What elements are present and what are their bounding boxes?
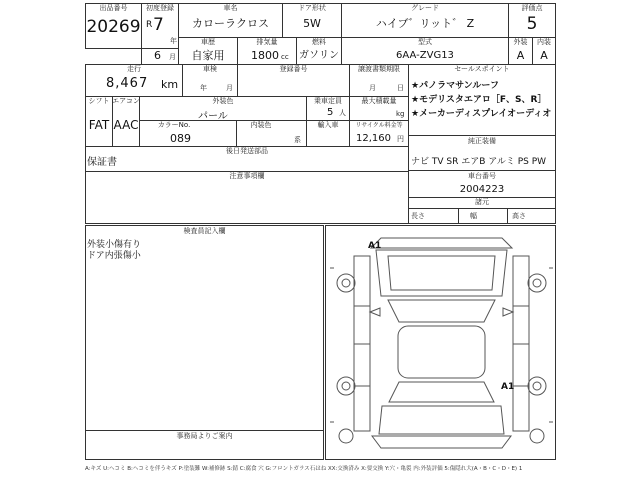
trunk bbox=[379, 406, 504, 434]
model-label: 型式 bbox=[418, 38, 432, 46]
recycle-expire-day: 日 bbox=[397, 84, 404, 92]
load-unit: kg bbox=[396, 110, 405, 118]
mileage-unit: km bbox=[161, 78, 179, 91]
model: 6AA-ZVG13 bbox=[396, 50, 454, 61]
shift: FAT bbox=[88, 118, 110, 132]
footer-legend: A:キズ U:ヘコミ B:ヘコミを伴うキズ P:塗装難 W:補修跡 S:錆 C:腐食 穴 G:フロントガラス石はね XX:交換済み X:要交換 Y:穴・亀裂 内:外装評価 5:傷隠れ大(A・B・C・D・E) 1 bbox=[85, 466, 523, 472]
spare-tire-right bbox=[530, 429, 544, 443]
shaken-label: 車検 bbox=[203, 65, 217, 73]
mileage: 8,467 bbox=[106, 77, 149, 91]
recycle-expire-month: 月 bbox=[369, 84, 376, 92]
hood-inner bbox=[388, 256, 495, 290]
notes-title: 注意事項欄 bbox=[229, 172, 265, 180]
car-diagram bbox=[325, 225, 556, 460]
car-name: カローラクロス bbox=[192, 17, 269, 30]
car-name-label: 車名 bbox=[223, 4, 238, 12]
ac: AAC bbox=[113, 118, 139, 132]
year: 7 bbox=[153, 15, 164, 35]
recycle-label: リサイクル料金等 bbox=[355, 122, 403, 129]
shift-label: シフト bbox=[88, 97, 110, 105]
displacement-unit: cc bbox=[281, 53, 289, 61]
color-label: 外装色 bbox=[212, 97, 234, 105]
hood bbox=[376, 250, 507, 296]
year-unit: 年 bbox=[170, 37, 177, 45]
load-label: 最大積載量 bbox=[361, 97, 397, 105]
month: 6 bbox=[154, 49, 161, 62]
first-reg-label: 初度登録 bbox=[146, 4, 174, 12]
usage: 自家用 bbox=[191, 49, 225, 62]
spare-tire bbox=[339, 429, 353, 443]
capacity-unit: 人 bbox=[339, 109, 346, 117]
mileage-label: 走行 bbox=[127, 65, 141, 73]
recycle-expire-label: 譲渡書類期限 bbox=[358, 65, 400, 73]
ac-label: エアコン bbox=[112, 97, 140, 105]
wheel-front-left bbox=[337, 274, 355, 292]
wheel-front-right bbox=[528, 274, 546, 292]
color-no-label: カラーNo. bbox=[157, 121, 191, 129]
interior-label: 内装 bbox=[537, 38, 551, 46]
equipment-title: 純正装備 bbox=[468, 137, 496, 145]
exterior-label: 外装 bbox=[513, 38, 528, 46]
parts-value: 保証書 bbox=[87, 157, 117, 168]
front-bumper bbox=[371, 238, 512, 248]
damage-marker-2: A1 bbox=[501, 382, 515, 392]
door: 5W bbox=[303, 17, 321, 30]
sales-point-2: ★モデリスタエアロ［F、S、R］ bbox=[411, 95, 547, 105]
score: 5 bbox=[526, 14, 538, 34]
capacity: 5 bbox=[327, 107, 334, 118]
month-unit: 月 bbox=[169, 53, 176, 61]
fuel: ガソリン bbox=[299, 50, 339, 61]
length-label: 長さ bbox=[411, 212, 425, 220]
wheel-rear-left bbox=[337, 377, 355, 395]
car-diagram-drawing bbox=[326, 226, 556, 460]
score-label: 評価点 bbox=[521, 4, 543, 12]
shaken-year: 年 bbox=[200, 84, 207, 92]
chassis-title: 車台番号 bbox=[468, 172, 496, 180]
door-label: ドア形状 bbox=[298, 4, 326, 12]
auction-no: 20269 bbox=[86, 17, 141, 37]
sales-points-label: セールスポイント bbox=[454, 65, 510, 73]
shaken-month: 月 bbox=[226, 84, 233, 92]
windshield bbox=[388, 300, 495, 322]
inspection-line-1: 外装小傷有り bbox=[87, 240, 142, 250]
width-label: 幅 bbox=[470, 212, 477, 220]
displacement: 1800 bbox=[251, 49, 279, 62]
height-label: 高さ bbox=[512, 212, 526, 220]
reg-no-label: 登録番号 bbox=[279, 65, 308, 73]
wheel-rear-right bbox=[528, 377, 546, 395]
sales-point-1: ★パノラマサンルーフ bbox=[411, 81, 499, 91]
era: R bbox=[146, 20, 153, 30]
office-title: 事務局よりご案内 bbox=[176, 432, 233, 440]
fuel-label: 燃料 bbox=[312, 38, 326, 46]
roof bbox=[398, 326, 485, 378]
capacity-label: 乗車定員 bbox=[314, 97, 342, 105]
mirror-left bbox=[370, 308, 380, 316]
recycle: 12,160 bbox=[356, 133, 391, 144]
interior-color-label: 内装色 bbox=[250, 121, 272, 129]
recycle-unit: 円 bbox=[397, 135, 404, 143]
interior: A bbox=[540, 49, 548, 62]
dims-title: 諸元 bbox=[475, 198, 489, 206]
grade-label: グレード bbox=[411, 4, 439, 12]
grade: ハイブ゛リット゛ Z bbox=[375, 17, 475, 30]
chassis-value: 2004223 bbox=[459, 184, 505, 195]
width-cell bbox=[458, 208, 508, 224]
color: パール bbox=[198, 111, 228, 122]
import-label: 輸入車 bbox=[317, 121, 339, 129]
mirror-right bbox=[503, 308, 513, 316]
displacement-label: 排気量 bbox=[256, 38, 278, 46]
exterior: A bbox=[516, 49, 525, 62]
usage-label: 車歴 bbox=[201, 38, 215, 46]
interior-color-unit: 系 bbox=[294, 136, 301, 144]
rear-window bbox=[389, 382, 494, 402]
equipment-items: ナビ TV SR エアB アルミ PS PW bbox=[411, 157, 547, 167]
inspection-line-2: ドア内張傷小 bbox=[87, 251, 141, 261]
auction-no-label: 出品番号 bbox=[99, 4, 128, 12]
rear-bumper bbox=[372, 436, 511, 448]
sales-point-3: ★メーカーディスプレイオーディオ bbox=[411, 109, 552, 119]
inspection-title: 検査員記入欄 bbox=[183, 227, 226, 235]
damage-marker-1: A1 bbox=[368, 241, 382, 251]
parts-title: 後日発送部品 bbox=[226, 147, 268, 155]
color-no: 089 bbox=[170, 132, 191, 145]
